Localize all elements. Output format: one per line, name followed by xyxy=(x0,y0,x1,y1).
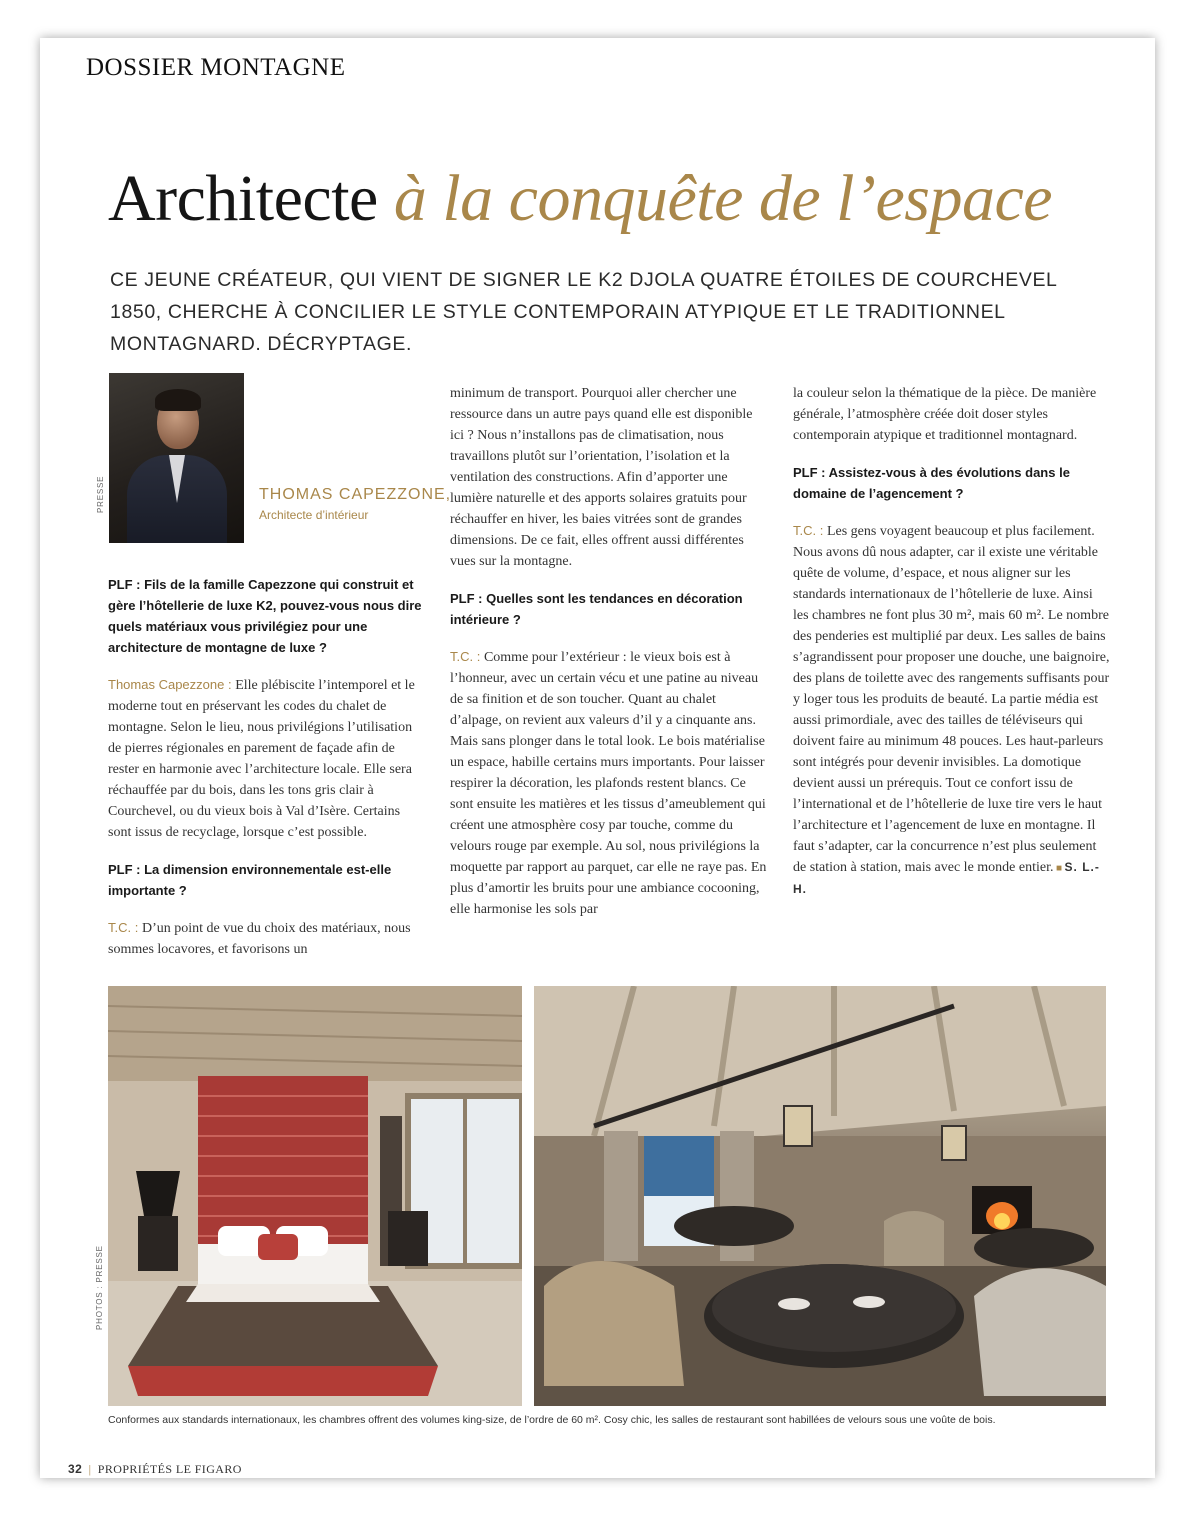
answer xyxy=(108,917,426,960)
text-column-1 xyxy=(108,574,426,976)
answer-lead: T.C. : xyxy=(108,920,142,935)
page-number: 32 xyxy=(68,1462,83,1476)
answer-text: D’un point de vue du choix des matériaux, nous sommes locavores, et favorisons un xyxy=(108,921,411,957)
restaurant-illustration xyxy=(534,986,1106,1406)
answer-text: la couleur selon la thématique de la pièce. De manière générale, l’atmosphère créée doit doser styles contemporain atypique et traditionnel montagnard. xyxy=(793,386,1097,443)
magazine-page xyxy=(40,38,1155,1478)
question: PLF : La dimension environnementale est-elle importante ? xyxy=(108,862,392,898)
answer-lead: Thomas Capezzone : xyxy=(108,677,236,692)
answer xyxy=(793,383,1111,446)
answer xyxy=(793,520,1111,900)
section-label: DOSSIER MONTAGNE xyxy=(86,54,346,81)
answer-text: Elle plébiscite l’intemporel et le moderne tout en préservant les codes du chalet de montagne. Selon le lieu, nous privilégions l’utilisation de pierres régionales en parement de façade afin de rester en harmonie avec l’architecture locale. Elle sera réchauffée par du bois, dans les tons gris clair à Courchevel, ou du vieux bois à Val d’Isère. Certains sont issus de recyclage, lorsque c’est possible. xyxy=(108,678,415,840)
bedroom-illustration xyxy=(108,986,522,1406)
answer-text: Comme pour l’extérieur : le vieux bois est à l’honneur, avec un certain vécu et une patine au niveau de sa finition et de son toucher. Quant au chalet d’alpage, on revient aux valeurs d’il y a cinquante ans. Mais sans plonger dans le total look. Le bois matérialise un espace, habille certains murs importants. Pour laisser respirer la décoration, les plafonds restent blancs. Ce sont ensuite les matières et les tissus d’ameublement qui créent une atmosphère cosy par touche, comme du velours rouge par exemple. Au sol, nous privilégions la moquette par rapport au parquet, car elle ne raye pas. En plus d’amortir les bruits pour une ambiance cocooning, elle harmonise les sols par xyxy=(450,650,767,917)
footer-separator: | xyxy=(88,1462,92,1476)
portrait-credit: PRESSE xyxy=(96,475,105,513)
headline-accent: à la conquête de l’espace xyxy=(393,162,1053,235)
portrait-block xyxy=(96,373,244,543)
publication-name: PROPRIÉTÉS LE FIGARO xyxy=(97,1462,242,1476)
standfirst: CE JEUNE CRÉATEUR, QUI VIENT DE SIGNER LE K2 DJOLA QUATRE ÉTOILES DE COURCHEVEL 1850, CHERCHE À CONCILIER LE STYLE CONTEMPORAIN ATYPIQUE ET LE TRADITIONNEL MONTAGNARD. DÉCRYPTAGE. xyxy=(110,269,1057,355)
answer-lead: T.C. : xyxy=(793,523,827,538)
question: PLF : Assistez-vous à des évolutions dans le domaine de l’agencement ? xyxy=(793,465,1070,501)
answer-lead: T.C. : xyxy=(450,649,484,664)
portrait-photo xyxy=(109,373,244,543)
author-initials: S. L.-H. xyxy=(793,860,1100,896)
photo-credit: PHOTOS : PRESSE xyxy=(95,1245,104,1330)
byline-role: Architecte d’intérieur xyxy=(259,508,369,522)
answer xyxy=(450,646,768,920)
answer xyxy=(450,383,768,572)
question: PLF : Fils de la famille Capezzone qui construit et gère l’hôtellerie de luxe K2, pouvez-vous nous dire quels matériaux vous privilégiez pour une architecture de montagne de luxe ? xyxy=(108,577,422,655)
question: PLF : Quelles sont les tendances en décoration intérieure ? xyxy=(450,591,743,627)
answer xyxy=(108,674,426,843)
text-column-2 xyxy=(450,383,768,936)
byline-name: THOMAS CAPEZZONE, xyxy=(259,486,452,503)
end-square-icon: ■ xyxy=(1053,863,1065,874)
headline xyxy=(108,162,1053,235)
restaurant-photo xyxy=(534,986,1106,1406)
text-column-3 xyxy=(793,383,1111,916)
page-footer xyxy=(68,1462,242,1477)
photo-caption: Conformes aux standards internationaux, les chambres offrent des volumes king-size, de l’ordre de 60 m². Cosy chic, les salles de restaurant sont habillées de velours sous une voûte de bois. xyxy=(108,1414,996,1426)
byline xyxy=(259,486,451,522)
bedroom-photo xyxy=(108,986,522,1406)
answer-text: Les gens voyagent beaucoup et plus facilement. Nous avons dû nous adapter, car il existe une véritable quête de volume, d’espace, et nous aligner sur les standards internationaux de l’hôtellerie de luxe. Ainsi les chambres ne font plus 30 m², mais 60 m². Le nombre des penderies est multiplié par deux. Les salles de bains s’agrandissent pour proposer une douche, une baignoire, des plans de toilette avec des rangements suffisants pour y loger tous les produits de beauté. La partie média est aussi primordiale, avec des tailles de téléviseurs qui doivent faire au minimum 48 pouces. Les haut-parleurs sont intégrés pour devenir invisibles. La domotique devient aussi un prérequis. Tout ce confort issu de l’international et de l’hôtellerie de luxe tire vers le haut l’architecture et l’agencement de luxe en montagne. Il faut s’adapter, car la concurrence n’est plus seulement de station à station, mais avec le monde entier. xyxy=(793,524,1110,875)
headline-main: Architecte xyxy=(108,162,378,235)
answer-text: minimum de transport. Pourquoi aller chercher une ressource dans un autre pays quand elle est disponible ici ? Nous n’installons pas de climatisation, nous travaillons plutôt sur l’orientation, l’isolation et la ventilation des constructions. Afin d’apporter une lumière naturelle et des apports solaires gratuits pour réchauffer en hiver, les baies vitrées sont de grandes dimensions. De ce fait, elles offrent aussi différentes vues sur la montagne. xyxy=(450,386,753,569)
